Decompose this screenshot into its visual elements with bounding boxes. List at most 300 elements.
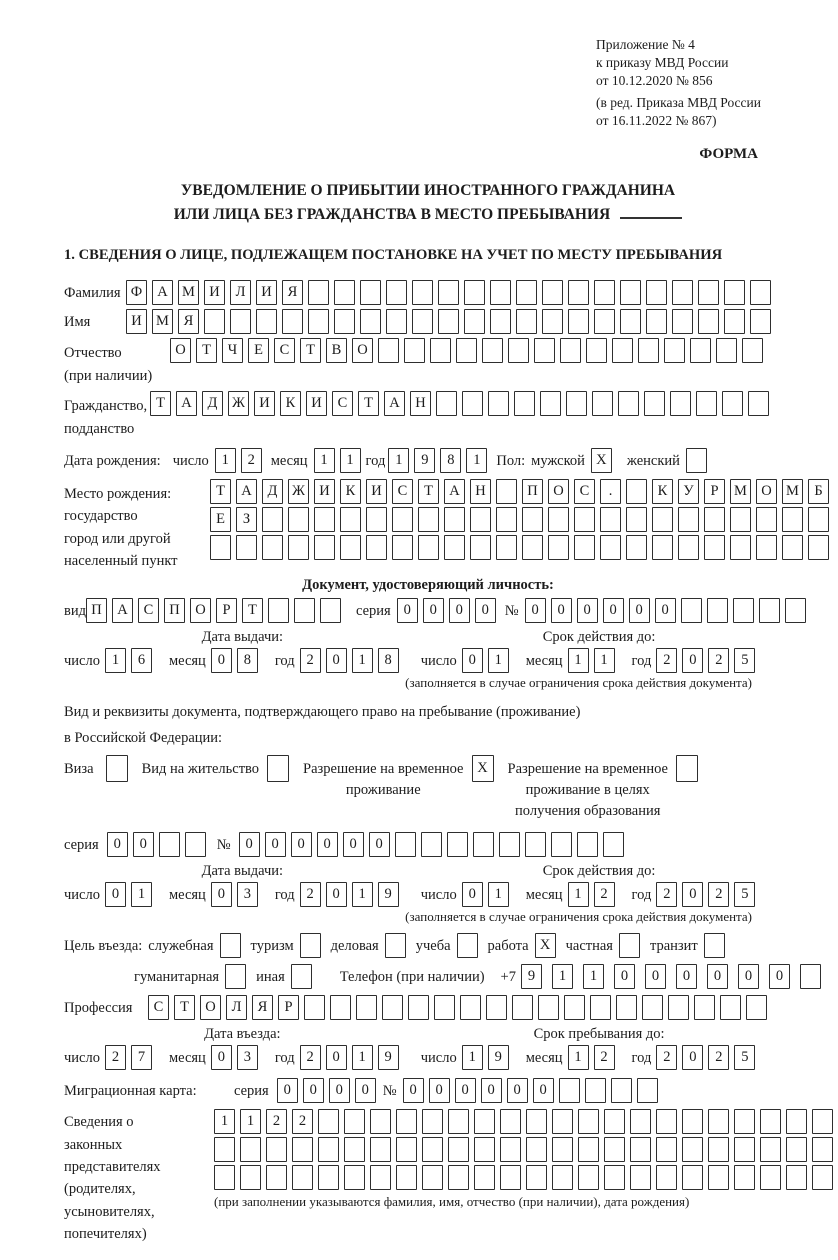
citizenship-char-box[interactable]: К — [280, 391, 301, 416]
stay-number-box[interactable]: 0 — [265, 832, 286, 857]
given-name-char-box[interactable] — [672, 309, 693, 334]
doc-type-char-box[interactable]: П — [164, 598, 185, 623]
legal-reps-char-box[interactable] — [578, 1137, 599, 1162]
given-name-char-box[interactable] — [334, 309, 355, 334]
stay-until-year-box[interactable]: 2 — [656, 1045, 677, 1070]
citizenship-char-box[interactable]: С — [332, 391, 353, 416]
profession-char-box[interactable] — [746, 995, 767, 1020]
given-name-char-box[interactable] — [412, 309, 433, 334]
profession-char-box[interactable]: Л — [226, 995, 247, 1020]
migration-number-box[interactable] — [585, 1078, 606, 1103]
surname-char-box[interactable]: И — [256, 280, 277, 305]
profession-char-box[interactable] — [460, 995, 481, 1020]
given-name-char-box[interactable] — [386, 309, 407, 334]
citizenship-char-box[interactable] — [748, 391, 769, 416]
migration-number-box[interactable]: 0 — [429, 1078, 450, 1103]
legal-reps-char-box[interactable] — [214, 1165, 235, 1190]
surname-char-box[interactable] — [490, 280, 511, 305]
birth-place-char-box[interactable]: О — [548, 479, 569, 504]
doc-number-box[interactable]: 0 — [551, 598, 572, 623]
birth-place-char-box[interactable]: З — [236, 507, 257, 532]
patronymic-char-box[interactable] — [690, 338, 711, 363]
legal-reps-char-box[interactable] — [292, 1165, 313, 1190]
surname-char-box[interactable] — [620, 280, 641, 305]
given-name-char-box[interactable] — [542, 309, 563, 334]
birth-place-char-box[interactable]: Д — [262, 479, 283, 504]
legal-reps-char-box[interactable] — [422, 1165, 443, 1190]
patronymic-char-box[interactable] — [456, 338, 477, 363]
purpose-other-checkbox[interactable] — [291, 964, 312, 989]
phone-digit-box[interactable]: 0 — [769, 964, 790, 989]
stay-until-day-box[interactable]: 1 — [462, 1045, 483, 1070]
phone-digit-box[interactable] — [800, 964, 821, 989]
legal-reps-char-box[interactable] — [344, 1109, 365, 1134]
citizenship-char-box[interactable]: А — [176, 391, 197, 416]
birth-place-char-box[interactable]: Б — [808, 479, 829, 504]
migration-number-box[interactable] — [637, 1078, 658, 1103]
doc-number-box[interactable] — [733, 598, 754, 623]
birth-place-char-box[interactable] — [340, 535, 361, 560]
doc-number-box[interactable]: 0 — [629, 598, 650, 623]
legal-reps-char-box[interactable] — [656, 1109, 677, 1134]
birth-place-char-box[interactable] — [496, 507, 517, 532]
surname-char-box[interactable] — [568, 280, 589, 305]
stay-validity-year-box[interactable]: 0 — [682, 882, 703, 907]
legal-reps-char-box[interactable] — [578, 1165, 599, 1190]
given-name-char-box[interactable] — [620, 309, 641, 334]
stay-series-box[interactable] — [185, 832, 206, 857]
surname-char-box[interactable] — [672, 280, 693, 305]
legal-reps-char-box[interactable] — [474, 1109, 495, 1134]
birth-place-char-box[interactable] — [392, 507, 413, 532]
stay-series-box[interactable] — [159, 832, 180, 857]
birth-place-char-box[interactable] — [418, 535, 439, 560]
legal-reps-char-box[interactable] — [500, 1109, 521, 1134]
birth-place-char-box[interactable] — [366, 535, 387, 560]
legal-reps-char-box[interactable] — [370, 1137, 391, 1162]
birth-place-char-box[interactable]: С — [392, 479, 413, 504]
citizenship-char-box[interactable]: А — [384, 391, 405, 416]
legal-reps-char-box[interactable]: 1 — [214, 1109, 235, 1134]
legal-reps-char-box[interactable] — [734, 1165, 755, 1190]
stay-validity-year-box[interactable]: 2 — [708, 882, 729, 907]
stay-until-day-box[interactable]: 9 — [488, 1045, 509, 1070]
legal-reps-char-box[interactable] — [370, 1165, 391, 1190]
validity-year-box[interactable]: 2 — [656, 648, 677, 673]
issue-year-box[interactable]: 8 — [378, 648, 399, 673]
birth-place-char-box[interactable]: Н — [470, 479, 491, 504]
stay-number-box[interactable]: 0 — [369, 832, 390, 857]
profession-char-box[interactable] — [434, 995, 455, 1020]
birth-year-box[interactable]: 8 — [440, 448, 461, 473]
purpose-business-checkbox[interactable] — [385, 933, 406, 958]
issue-day-box[interactable]: 1 — [105, 648, 126, 673]
entry-year-box[interactable]: 9 — [378, 1045, 399, 1070]
legal-reps-char-box[interactable] — [630, 1137, 651, 1162]
citizenship-char-box[interactable]: И — [254, 391, 275, 416]
birth-place-char-box[interactable] — [444, 507, 465, 532]
birth-place-char-box[interactable] — [626, 507, 647, 532]
phone-digit-box[interactable]: 9 — [521, 964, 542, 989]
purpose-private-checkbox[interactable] — [619, 933, 640, 958]
given-name-char-box[interactable] — [490, 309, 511, 334]
surname-char-box[interactable] — [698, 280, 719, 305]
surname-char-box[interactable] — [438, 280, 459, 305]
birth-place-char-box[interactable] — [652, 507, 673, 532]
given-name-char-box[interactable] — [256, 309, 277, 334]
profession-char-box[interactable]: Р — [278, 995, 299, 1020]
given-name-char-box[interactable] — [750, 309, 771, 334]
citizenship-char-box[interactable]: Д — [202, 391, 223, 416]
legal-reps-char-box[interactable] — [266, 1165, 287, 1190]
purpose-official-checkbox[interactable] — [220, 933, 241, 958]
legal-reps-char-box[interactable] — [812, 1109, 833, 1134]
birth-place-char-box[interactable] — [704, 507, 725, 532]
birth-place-char-box[interactable] — [392, 535, 413, 560]
stay-issue-year-box[interactable]: 1 — [352, 882, 373, 907]
legal-reps-char-box[interactable]: 1 — [240, 1109, 261, 1134]
surname-char-box[interactable] — [542, 280, 563, 305]
legal-reps-char-box[interactable] — [786, 1165, 807, 1190]
legal-reps-char-box[interactable] — [708, 1109, 729, 1134]
birth-place-char-box[interactable] — [756, 535, 777, 560]
given-name-char-box[interactable] — [594, 309, 615, 334]
patronymic-char-box[interactable] — [716, 338, 737, 363]
profession-char-box[interactable] — [668, 995, 689, 1020]
stay-issue-year-box[interactable]: 2 — [300, 882, 321, 907]
birth-place-char-box[interactable] — [574, 507, 595, 532]
stay-validity-day-box[interactable]: 1 — [488, 882, 509, 907]
stay-validity-month-box[interactable]: 2 — [594, 882, 615, 907]
validity-day-box[interactable]: 0 — [462, 648, 483, 673]
birth-place-char-box[interactable]: Е — [210, 507, 231, 532]
doc-type-char-box[interactable]: Р — [216, 598, 237, 623]
purpose-tourism-checkbox[interactable] — [300, 933, 321, 958]
doc-number-box[interactable]: 0 — [655, 598, 676, 623]
citizenship-char-box[interactable]: Н — [410, 391, 431, 416]
surname-char-box[interactable] — [464, 280, 485, 305]
doc-number-box[interactable]: 0 — [603, 598, 624, 623]
patronymic-char-box[interactable]: Т — [196, 338, 217, 363]
legal-reps-char-box[interactable] — [708, 1137, 729, 1162]
birth-year-box[interactable]: 9 — [414, 448, 435, 473]
birth-place-char-box[interactable] — [730, 535, 751, 560]
profession-char-box[interactable] — [694, 995, 715, 1020]
entry-day-box[interactable]: 2 — [105, 1045, 126, 1070]
migration-series-box[interactable]: 0 — [329, 1078, 350, 1103]
birth-place-char-box[interactable] — [678, 535, 699, 560]
birth-place-char-box[interactable] — [366, 507, 387, 532]
given-name-char-box[interactable] — [698, 309, 719, 334]
legal-reps-char-box[interactable] — [240, 1137, 261, 1162]
legal-reps-char-box[interactable] — [682, 1109, 703, 1134]
migration-number-box[interactable] — [559, 1078, 580, 1103]
citizenship-char-box[interactable] — [644, 391, 665, 416]
patronymic-char-box[interactable] — [638, 338, 659, 363]
stay-number-box[interactable]: 0 — [291, 832, 312, 857]
profession-char-box[interactable] — [642, 995, 663, 1020]
surname-char-box[interactable] — [646, 280, 667, 305]
legal-reps-char-box[interactable] — [422, 1137, 443, 1162]
purpose-transit-checkbox[interactable] — [704, 933, 725, 958]
stay-number-box[interactable] — [447, 832, 468, 857]
legal-reps-char-box[interactable] — [760, 1165, 781, 1190]
patronymic-char-box[interactable] — [378, 338, 399, 363]
birth-place-char-box[interactable] — [444, 535, 465, 560]
patronymic-char-box[interactable] — [534, 338, 555, 363]
doc-type-char-box[interactable] — [268, 598, 289, 623]
stay-number-box[interactable] — [551, 832, 572, 857]
residence-permit-checkbox[interactable] — [267, 755, 289, 782]
profession-char-box[interactable]: Т — [174, 995, 195, 1020]
profession-char-box[interactable] — [304, 995, 325, 1020]
migration-series-box[interactable]: 0 — [277, 1078, 298, 1103]
doc-type-char-box[interactable]: С — [138, 598, 159, 623]
surname-char-box[interactable]: Ф — [126, 280, 147, 305]
birth-place-char-box[interactable] — [496, 479, 517, 504]
entry-year-box[interactable]: 2 — [300, 1045, 321, 1070]
patronymic-char-box[interactable]: С — [274, 338, 295, 363]
citizenship-char-box[interactable] — [514, 391, 535, 416]
citizenship-char-box[interactable] — [566, 391, 587, 416]
issue-month-box[interactable]: 0 — [211, 648, 232, 673]
legal-reps-char-box[interactable] — [812, 1137, 833, 1162]
citizenship-char-box[interactable] — [488, 391, 509, 416]
birth-place-char-box[interactable] — [314, 507, 335, 532]
migration-number-box[interactable]: 0 — [533, 1078, 554, 1103]
stay-number-box[interactable] — [577, 832, 598, 857]
profession-char-box[interactable] — [616, 995, 637, 1020]
doc-number-box[interactable] — [785, 598, 806, 623]
birth-place-char-box[interactable] — [470, 507, 491, 532]
given-name-char-box[interactable] — [646, 309, 667, 334]
birth-place-char-box[interactable] — [522, 535, 543, 560]
validity-month-box[interactable]: 1 — [594, 648, 615, 673]
birth-place-char-box[interactable] — [496, 535, 517, 560]
issue-year-box[interactable]: 0 — [326, 648, 347, 673]
doc-number-box[interactable]: 0 — [577, 598, 598, 623]
patronymic-char-box[interactable] — [508, 338, 529, 363]
birth-place-char-box[interactable] — [626, 479, 647, 504]
legal-reps-char-box[interactable] — [708, 1165, 729, 1190]
legal-reps-char-box[interactable] — [630, 1165, 651, 1190]
citizenship-char-box[interactable]: Ж — [228, 391, 249, 416]
validity-day-box[interactable]: 1 — [488, 648, 509, 673]
birth-place-char-box[interactable] — [262, 535, 283, 560]
issue-year-box[interactable]: 2 — [300, 648, 321, 673]
given-name-char-box[interactable]: Я — [178, 309, 199, 334]
patronymic-char-box[interactable] — [482, 338, 503, 363]
profession-char-box[interactable]: С — [148, 995, 169, 1020]
legal-reps-char-box[interactable] — [370, 1109, 391, 1134]
stay-until-year-box[interactable]: 2 — [708, 1045, 729, 1070]
legal-reps-char-box[interactable] — [526, 1165, 547, 1190]
birth-place-char-box[interactable] — [418, 507, 439, 532]
migration-series-box[interactable]: 0 — [355, 1078, 376, 1103]
surname-char-box[interactable] — [750, 280, 771, 305]
given-name-char-box[interactable] — [230, 309, 251, 334]
entry-month-box[interactable]: 0 — [211, 1045, 232, 1070]
birth-place-char-box[interactable] — [262, 507, 283, 532]
birth-place-char-box[interactable]: С — [574, 479, 595, 504]
profession-char-box[interactable] — [486, 995, 507, 1020]
birth-place-char-box[interactable] — [236, 535, 257, 560]
given-name-char-box[interactable] — [204, 309, 225, 334]
birth-place-char-box[interactable] — [626, 535, 647, 560]
surname-char-box[interactable] — [594, 280, 615, 305]
doc-type-char-box[interactable]: П — [86, 598, 107, 623]
entry-year-box[interactable]: 1 — [352, 1045, 373, 1070]
validity-month-box[interactable]: 1 — [568, 648, 589, 673]
legal-reps-char-box[interactable] — [318, 1137, 339, 1162]
profession-char-box[interactable] — [720, 995, 741, 1020]
legal-reps-char-box[interactable] — [318, 1165, 339, 1190]
given-name-char-box[interactable] — [464, 309, 485, 334]
migration-series-box[interactable]: 0 — [303, 1078, 324, 1103]
legal-reps-char-box[interactable] — [526, 1109, 547, 1134]
phone-digit-box[interactable]: 0 — [645, 964, 666, 989]
citizenship-char-box[interactable]: Т — [150, 391, 171, 416]
birth-year-box[interactable]: 1 — [388, 448, 409, 473]
birth-day-box[interactable]: 2 — [241, 448, 262, 473]
stay-issue-day-box[interactable]: 0 — [105, 882, 126, 907]
given-name-char-box[interactable] — [282, 309, 303, 334]
stay-until-month-box[interactable]: 2 — [594, 1045, 615, 1070]
citizenship-char-box[interactable] — [618, 391, 639, 416]
given-name-char-box[interactable] — [724, 309, 745, 334]
birth-place-char-box[interactable] — [730, 507, 751, 532]
stay-validity-year-box[interactable]: 2 — [656, 882, 677, 907]
birth-place-char-box[interactable] — [808, 535, 829, 560]
legal-reps-char-box[interactable] — [396, 1137, 417, 1162]
legal-reps-char-box[interactable] — [630, 1109, 651, 1134]
legal-reps-char-box[interactable] — [552, 1109, 573, 1134]
purpose-study-checkbox[interactable] — [457, 933, 478, 958]
stay-issue-month-box[interactable]: 0 — [211, 882, 232, 907]
legal-reps-char-box[interactable] — [604, 1165, 625, 1190]
profession-char-box[interactable] — [590, 995, 611, 1020]
birth-place-char-box[interactable] — [782, 535, 803, 560]
doc-series-box[interactable]: 0 — [475, 598, 496, 623]
validity-year-box[interactable]: 0 — [682, 648, 703, 673]
birth-place-char-box[interactable]: М — [730, 479, 751, 504]
legal-reps-char-box[interactable]: 2 — [266, 1109, 287, 1134]
legal-reps-char-box[interactable] — [344, 1137, 365, 1162]
patronymic-char-box[interactable]: Ч — [222, 338, 243, 363]
birth-place-char-box[interactable]: Ж — [288, 479, 309, 504]
phone-digit-box[interactable]: 0 — [738, 964, 759, 989]
entry-month-box[interactable]: 3 — [237, 1045, 258, 1070]
legal-reps-char-box[interactable] — [266, 1137, 287, 1162]
stay-number-box[interactable]: 0 — [317, 832, 338, 857]
citizenship-char-box[interactable] — [722, 391, 743, 416]
patronymic-char-box[interactable]: О — [170, 338, 191, 363]
patronymic-char-box[interactable] — [664, 338, 685, 363]
purpose-humanitarian-checkbox[interactable] — [225, 964, 246, 989]
legal-reps-char-box[interactable] — [292, 1137, 313, 1162]
surname-char-box[interactable] — [308, 280, 329, 305]
doc-number-box[interactable] — [759, 598, 780, 623]
legal-reps-char-box[interactable] — [526, 1137, 547, 1162]
migration-number-box[interactable]: 0 — [403, 1078, 424, 1103]
phone-digit-box[interactable]: 1 — [583, 964, 604, 989]
validity-year-box[interactable]: 5 — [734, 648, 755, 673]
profession-char-box[interactable] — [564, 995, 585, 1020]
given-name-char-box[interactable]: М — [152, 309, 173, 334]
profession-char-box[interactable]: О — [200, 995, 221, 1020]
doc-series-box[interactable]: 0 — [449, 598, 470, 623]
profession-char-box[interactable] — [382, 995, 403, 1020]
legal-reps-char-box[interactable] — [344, 1165, 365, 1190]
birth-place-char-box[interactable]: И — [366, 479, 387, 504]
stay-number-box[interactable] — [499, 832, 520, 857]
legal-reps-char-box[interactable] — [682, 1165, 703, 1190]
legal-reps-char-box[interactable] — [448, 1137, 469, 1162]
birth-place-char-box[interactable]: А — [236, 479, 257, 504]
legal-reps-char-box[interactable] — [604, 1109, 625, 1134]
legal-reps-char-box[interactable] — [760, 1109, 781, 1134]
birth-month-box[interactable]: 1 — [314, 448, 335, 473]
edu-residence-checkbox[interactable] — [676, 755, 698, 782]
legal-reps-char-box[interactable] — [786, 1109, 807, 1134]
birth-place-char-box[interactable]: К — [340, 479, 361, 504]
patronymic-char-box[interactable] — [560, 338, 581, 363]
entry-year-box[interactable]: 0 — [326, 1045, 347, 1070]
legal-reps-char-box[interactable] — [500, 1137, 521, 1162]
stay-series-box[interactable]: 0 — [107, 832, 128, 857]
legal-reps-char-box[interactable] — [552, 1165, 573, 1190]
birth-place-char-box[interactable]: М — [782, 479, 803, 504]
legal-reps-char-box[interactable] — [240, 1165, 261, 1190]
doc-number-box[interactable] — [707, 598, 728, 623]
surname-char-box[interactable] — [724, 280, 745, 305]
doc-number-box[interactable] — [681, 598, 702, 623]
issue-day-box[interactable]: 6 — [131, 648, 152, 673]
given-name-char-box[interactable]: И — [126, 309, 147, 334]
issue-month-box[interactable]: 8 — [237, 648, 258, 673]
patronymic-char-box[interactable] — [612, 338, 633, 363]
stay-until-year-box[interactable]: 0 — [682, 1045, 703, 1070]
birth-place-char-box[interactable] — [678, 507, 699, 532]
profession-char-box[interactable] — [512, 995, 533, 1020]
stay-number-box[interactable]: 0 — [239, 832, 260, 857]
birth-place-char-box[interactable] — [340, 507, 361, 532]
legal-reps-char-box[interactable] — [734, 1109, 755, 1134]
phone-digit-box[interactable]: 0 — [676, 964, 697, 989]
doc-type-char-box[interactable] — [294, 598, 315, 623]
doc-type-char-box[interactable]: А — [112, 598, 133, 623]
citizenship-char-box[interactable]: И — [306, 391, 327, 416]
given-name-char-box[interactable] — [438, 309, 459, 334]
validity-year-box[interactable]: 2 — [708, 648, 729, 673]
stay-validity-day-box[interactable]: 0 — [462, 882, 483, 907]
given-name-char-box[interactable] — [568, 309, 589, 334]
profession-char-box[interactable]: Я — [252, 995, 273, 1020]
birth-day-box[interactable]: 1 — [215, 448, 236, 473]
patronymic-char-box[interactable] — [742, 338, 763, 363]
sex-male-checkbox[interactable]: X — [591, 448, 612, 473]
stay-number-box[interactable] — [473, 832, 494, 857]
birth-place-char-box[interactable]: И — [314, 479, 335, 504]
stay-number-box[interactable] — [603, 832, 624, 857]
stay-number-box[interactable] — [395, 832, 416, 857]
birth-place-char-box[interactable]: Т — [210, 479, 231, 504]
surname-char-box[interactable]: Я — [282, 280, 303, 305]
doc-number-box[interactable]: 0 — [525, 598, 546, 623]
patronymic-char-box[interactable]: О — [352, 338, 373, 363]
birth-place-char-box[interactable] — [548, 535, 569, 560]
legal-reps-char-box[interactable] — [604, 1137, 625, 1162]
